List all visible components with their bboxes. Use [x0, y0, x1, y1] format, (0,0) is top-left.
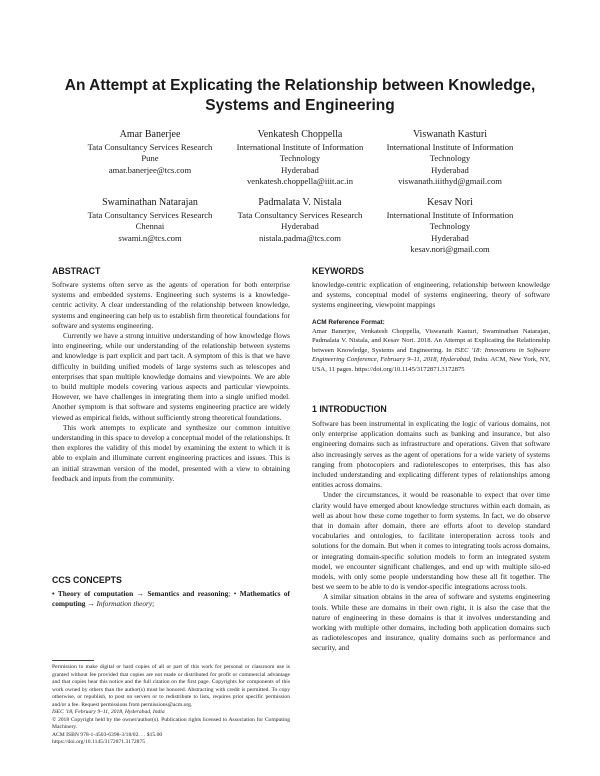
author-name: Viswanath Kasturi [412, 129, 488, 140]
isbn-text: ACM ISBN 978-1-4503-6398-3/18/02. . . $15.00 [52, 731, 163, 738]
keywords-heading: KEYWORDS [312, 266, 364, 276]
introduction-paragraph: A similar situation obtains in the area of software and systems engineering tools. While these are domains in their own right, it is also the case that the nature of engineering in these domains is that it involves understanding and working with multiple other domains, including both application domains such as radiotelescopes and insurance, quality domains such as performance and security, and [312, 592, 550, 653]
author-email: amar.banerjee@tcs.com [108, 164, 192, 175]
author-block [362, 128, 538, 188]
author-city: Hyderabad [431, 164, 469, 175]
acm-reference-heading: ACM Reference Format: [312, 319, 385, 326]
introduction-heading: 1 INTRODUCTION [312, 404, 387, 414]
ccs-end: ; [152, 599, 155, 609]
author-block [362, 196, 538, 256]
author-email: venkatesh.choppella@iiit.ac.in [247, 176, 353, 187]
author-affiliation: International Institute of Information [236, 142, 364, 152]
author-email: nistala.padma@tcs.com [259, 232, 341, 243]
author-city: Chennai [135, 221, 165, 232]
author-email: kesav.nori@gmail.com [410, 244, 490, 255]
author-city: Hyderabad [281, 221, 319, 232]
author-name: Kesav Nori [427, 197, 473, 208]
footnote-divider [52, 660, 94, 661]
author-affiliation-cont: Technology [429, 221, 471, 232]
keywords-section [312, 265, 550, 311]
author-affiliation: Tata Consultancy Services Research [87, 142, 213, 152]
ccs-heading: CCS CONCEPTS [52, 575, 122, 585]
ccs-concepts-text [52, 589, 290, 609]
keywords-text: knowledge-centric explication of engineering, relationship between knowledge and systems, conceptual model of systems engineering, theory of software systems engineering, viewpoint mappings [312, 280, 550, 310]
author-name: Amar Banerjee [119, 129, 181, 140]
author-affiliation: Tata Consultancy Services Research [87, 210, 213, 220]
doi-text: https://doi.org/10.1145/3172871.3172875 [52, 739, 146, 745]
author-name: Swaminathan Natarajan [102, 197, 198, 208]
author-name: Venkatesh Choppella [257, 129, 343, 140]
introduction-section [312, 403, 550, 654]
abstract-section [52, 265, 290, 484]
author-affiliation: International Institute of Information [386, 210, 514, 220]
introduction-paragraph: Under the circumstances, it would be reasonable to expect that over time clarity would have emerged about knowledge structures within each domain, as well as about how these come together to form systems. In fact, we do observe that in domain after domain, there are efforts afoot to develop standard vocabularies and ontologies, to facilitate interoperation across tools and solutions for the domain. But when it comes to integrating tools across domains, or integrating domain-specific solution models to form an integrated system model, we encounter significant challenges, and end up with multiple silo-ed models, with only some people understanding how these all fit together. The best we seem to be able to do is vendor-specific integrations across tools. [312, 490, 550, 592]
author-affiliation-cont: Technology [279, 153, 321, 164]
acm-reference-text: Amar Banerjee, Venkatesh Choppella, Viswanath Kasturi, Swaminathan Natarajan, Padmalata V. Nistala, and Kesav Nori. 2018. An Attempt at Explicating the Relationship between Knowledge, Systems and Engineering. In ISEC '18: Innovations in Software Engineering Conference, February 9–11, 2018, Hyderabad, India. ACM, New York, NY, USA, 11 pages. https://doi.org/10.1145/3172871.3172875 [312, 328, 551, 373]
author-affiliation: International Institute of Information [386, 142, 514, 152]
author-email: swami.n@tcs.com [118, 232, 182, 243]
copyright-text: © 2018 Copyright held by the owner/author(s). Publication rights licensed to Association for Computing Machinery. [52, 716, 290, 730]
ccs-concept-2-sub: Information theory [96, 599, 153, 609]
permission-footnote [52, 664, 290, 747]
acm-reference-section [312, 318, 550, 374]
title-line-2: Systems and Engineering [205, 97, 395, 114]
ccs-separator: ; • [228, 589, 240, 598]
author-email: viswanath.iiithyd@gmail.com [398, 176, 502, 187]
venue-text: ISEC '18, February 9–11, 2018, Hyderabad, India [52, 709, 165, 715]
abstract-heading: ABSTRACT [52, 266, 101, 276]
author-affiliation: Tata Consultancy Services Research [237, 210, 363, 220]
abstract-paragraph: This work attempts to explicate and synthesize our common intuitive understanding in this space to develop a conceptual model of the relationships. It then explores the validity of this model by examining the extent to which it is able to explain and illuminate current engineering practices and issues. This is an initial strawman version of the model, presented with a view to obtaining feedback and inputs from the community. [52, 422, 290, 483]
author-city: Hyderabad [431, 232, 469, 243]
ccs-section [52, 574, 290, 609]
title-line-1: An Attempt at Explicating the Relationship between Knowledge, [64, 77, 536, 94]
author-affiliation-cont: Technology [429, 153, 471, 164]
abstract-paragraph: Currently we have a strong intuitive understanding of how knowledge flows into engineering, while our understanding of the relationship between systems and knowledge is part explicit and part tacit. A symptom of this is that we have difficulty in building unified models of large systems such as telescopes and enterprises that span multiple knowledge domains and viewpoints. We are able to build multiple models covering various aspects and particular viewpoints. However, we have challenges in integrating them into a single unified model. Another symptom is that software and systems engineering practice are widely viewed as empirical fields, without sufficiently strong theoretical foundations. [52, 331, 290, 422]
ccs-arrow: → [85, 599, 97, 609]
ccs-concept-1-sub: Semantics and reasoning [147, 589, 229, 598]
author-city: Hyderabad [281, 164, 319, 175]
paper-title [40, 76, 560, 116]
ccs-concept-1: • Theory of computation [52, 589, 134, 598]
permission-text: Permission to make digital or hard copies of all or part of this work for personal or classroom use is granted without fee provided that copies are not made or distributed for profit or commercial advantage and that copies bear this notice and the full citation on the first page. Copyrights for components of this work owned by others than the author(s) must be honored. Abstracting with credit is permitted. To copy otherwise, or republish, to post on servers or to redistribute to lists, requires prior specific permission and/or a fee. Request permissions from permissions@acm.org. [52, 664, 290, 708]
ccs-concept-2: Mathematics of computing [52, 589, 290, 609]
ccs-arrow: → [133, 589, 148, 598]
abstract-paragraph: Software systems often serve as the agents of operation for both enterprise systems and embedded systems. Engineering such systems is a knowledge-centric activity. A clear understanding of the relationship between knowledge, systems and engineering can help us to establish firm theoretical foundations for software and systems engineering. [52, 280, 290, 330]
author-name: Padmalata V. Nistala [258, 197, 342, 208]
introduction-paragraph: Software has been instrumental in explicating the logic of various domains, not only enterprise application domains such as banking and insurance, but also engineering domains such as infrastructure and operations. Given that software also increasingly serves as the agent of operations for a wide variety of systems ranging from photocopiers and radiotelescopes to enterprises, this has also included understanding and explicating different types of relationships among entities across domains. [312, 419, 550, 490]
author-city: Pune [141, 153, 159, 164]
